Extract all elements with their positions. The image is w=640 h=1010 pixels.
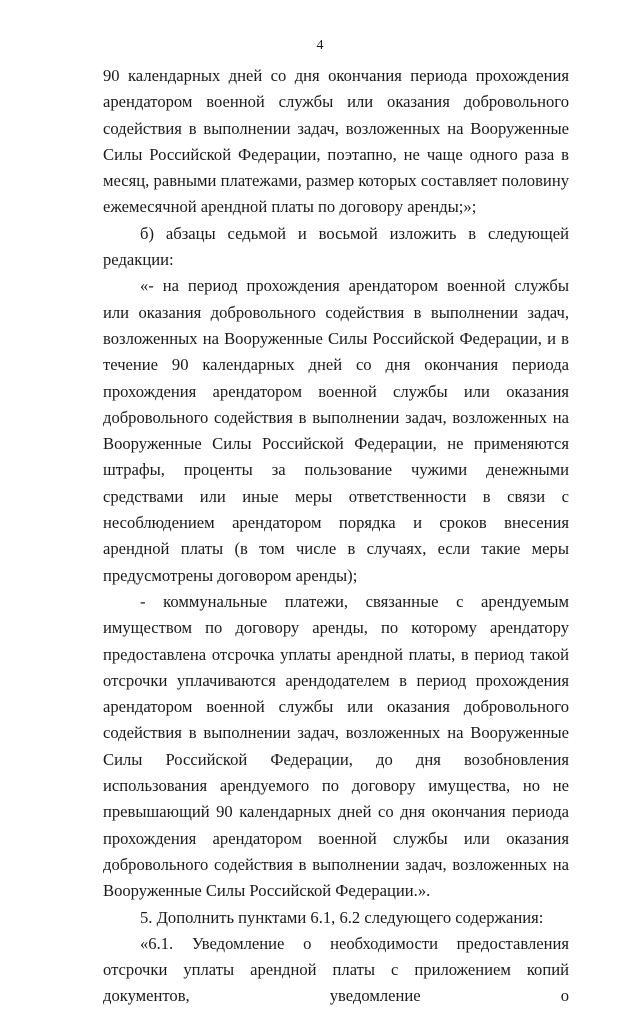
paragraph-item-6-1: «6.1. Уведомление о необходимости предоставления отсрочки уплаты арендной платы с приложением копий документов, уведомление о (103, 933, 569, 1006)
paragraph-quoted-eighth: - коммунальные платежи, связанные с арендуемым имуществом по договору аренды, по которому арендатору предоставлена отсрочка уплаты арендной платы, в период такой отсрочки уплачиваются арендодателем в период прохождения арендатором военной службы или оказания добровольного содействия в выполнении задач, возложенных на Вооруженные Силы Российской Федерации, до дня возобновления использования арендуемого по договору имущества, но не превышающий 90 календарных дней со дня окончания периода прохождения арендатором военной службы или оказания добровольного содействия в выполнении задач, возложенных на Вооруженные Силы Российской Федерации.». (103, 591, 569, 901)
paragraph-continuation: 90 календарных дней со дня окончания периода прохождения арендатором военной службы или оказания добровольного содействия в выполнении задач, возложенных на Вооруженные Силы Российской Федерации, поэтапно, не чаще одного раза в месяц, равными платежами, размер которых составляет половину ежемесячной арендной платы по договору аренды;»; (103, 66, 569, 217)
page-number: 4 (316, 38, 324, 53)
paragraph-subitem-b: б) абзацы седьмой и восьмой изложить в следующей редакции: (103, 223, 569, 270)
document-body (103, 63, 569, 1010)
paragraph-item-5: 5. Дополнить пунктами 6.1, 6.2 следующего содержания: (140, 907, 544, 927)
paragraph-quoted-seventh: «- на период прохождения арендатором военной службы или оказания добровольного содействия в выполнении задач, возложенных на Вооруженные Силы Российской Федерации, и в течение 90 календарных дней со дня окончания периода прохождения арендатором военной службы или оказания добровольного содействия в выполнении задач, возложенных на Вооруженные Силы Российской Федерации, не применяются штрафы, проценты за пользование чужими денежными средствами или иные меры ответственности в связи с несоблюдением арендатором порядка и сроков внесения арендной платы (в том числе в случаях, если такие меры предусмотрены договором аренды); (103, 276, 569, 585)
